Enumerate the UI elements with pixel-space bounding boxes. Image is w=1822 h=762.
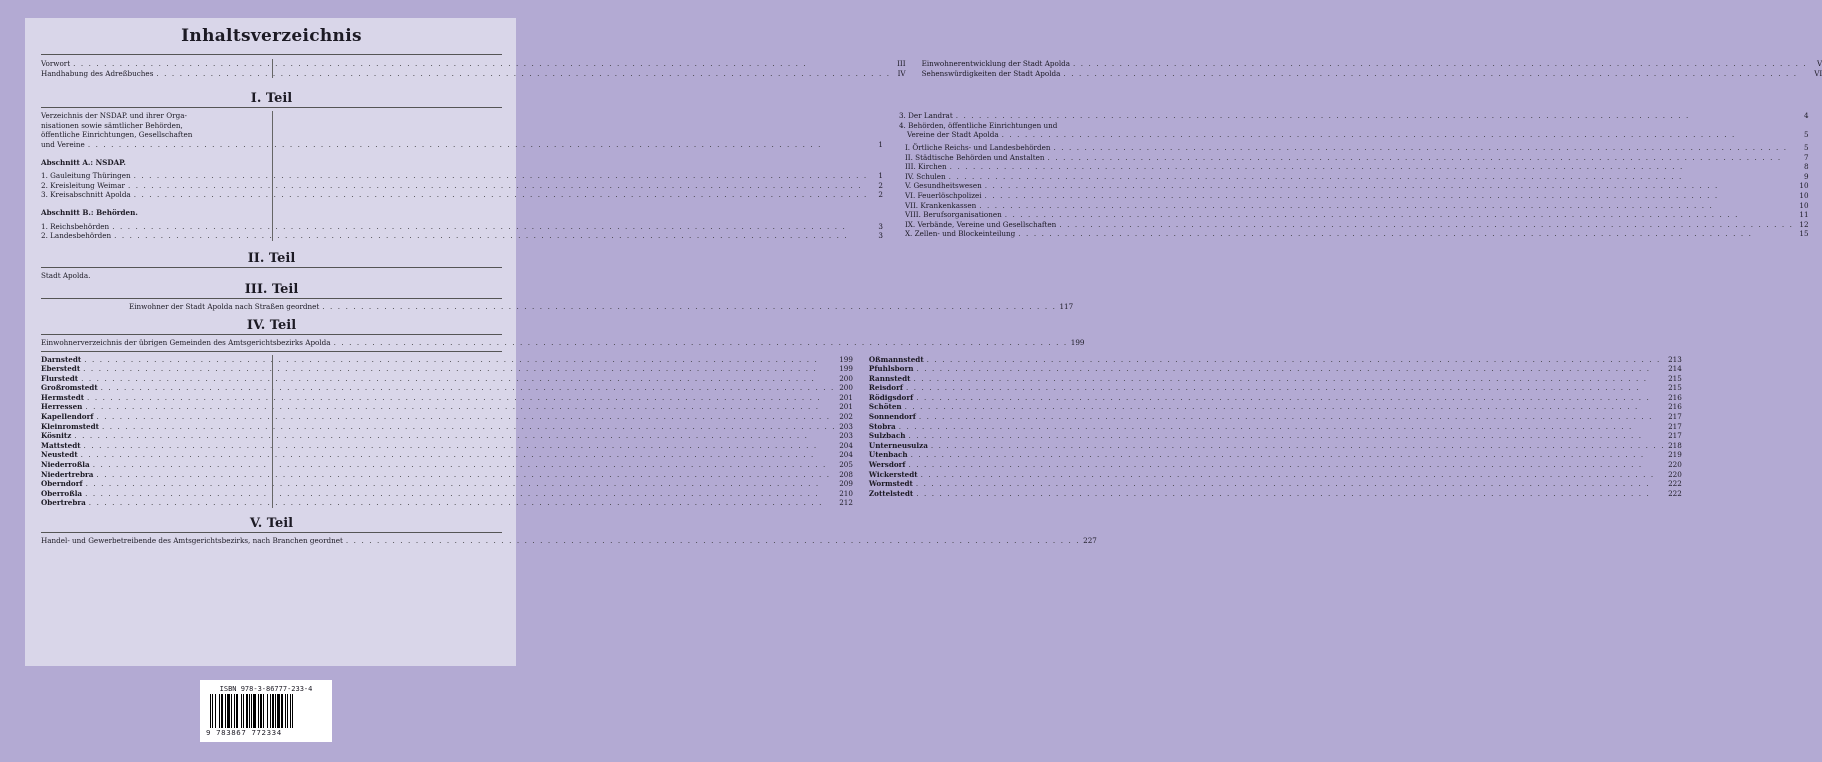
toc-entry[interactable]: Wickerstedt . . . 220 [869,470,1682,480]
barcode-bar [236,694,238,728]
toc-title: Inhaltsverzeichnis [181,26,362,46]
barcode-bars [208,694,324,728]
toc-entry[interactable]: Wersdorf . . . 220 [869,460,1682,470]
toc-entry[interactable]: Reisdorf . . . 215 [869,383,1682,393]
barcode-bar [234,694,235,728]
teil4-heading: IV. Teil [246,317,297,333]
barcode-bar [251,694,252,728]
toc-entry[interactable]: 1. Reichsbehörden . . . 3 [41,222,883,232]
isbn-label: ISBN 978-3-86777-233-4 [219,685,313,693]
intro-section [41,59,1822,78]
teil1-divider [272,111,273,241]
toc-entry[interactable]: Einwohnerentwicklung der Stadt Apolda . . . V [922,59,1822,69]
barcode-bar [225,694,226,728]
toc-entry[interactable]: VIII. Berufsorganisationen . . . 11 [899,210,1809,220]
toc-entry[interactable]: Einwohner der Stadt Apolda nach Straßen geordnet . . . 117 [41,302,502,312]
toc-entry[interactable]: Darnstedt . . . 199 [41,355,853,365]
toc-entry[interactable]: II. Städtische Behörden und Anstalten . . . 7 [899,153,1809,163]
barcode-bar [272,694,274,728]
barcode-bar [270,694,271,728]
teil1-intro-line: öffentliche Einrichtungen, Gesellschaften [41,130,193,140]
barcode-bar [287,694,288,728]
teil4-sub-rule [41,351,502,352]
toc-entry[interactable]: IX. Verbände, Vereine und Gesellschaften . . . 12 [899,220,1809,230]
isbn-barcode [200,680,332,742]
toc-entry[interactable]: 3. Der Landrat . . . 4 [899,111,1809,121]
barcode-bar [221,694,223,728]
teil3-heading: III. Teil [244,282,299,298]
toc-entry[interactable]: Rannstedt . . . 215 [869,374,1682,384]
barcode-bar [241,694,242,728]
toc-entry[interactable]: Mattstedt . . . 204 [41,441,853,451]
toc-entry[interactable]: Kapellendorf . . . 202 [41,412,853,422]
toc-entry[interactable]: Eberstedt . . . 199 [41,364,853,374]
teil4-left [41,355,861,509]
abschnitt-a-heading: Abschnitt A.: NSDAP. [41,157,126,167]
teil1-heading: I. Teil [250,91,293,107]
barcode-bar [210,694,211,728]
barcode-bar [292,694,293,728]
toc-entry[interactable]: Niedertrebra . . . 208 [41,470,853,480]
toc-entry[interactable]: Neustedt . . . 204 [41,450,853,460]
teil4-divider [272,355,273,509]
toc-entry[interactable]: Utenbach . . . 219 [869,450,1682,460]
intro-right [914,59,1822,78]
barcode-bar [219,694,220,728]
barcode-bar [263,694,264,728]
barcode-bar [246,694,248,728]
teil1-left [41,111,891,241]
barcode-bar [258,694,259,728]
barcode-bar [290,694,291,728]
toc-entry[interactable]: VII. Krankenkassen . . . 10 [899,201,1809,211]
toc-entry[interactable]: 3. Kreisabschnitt Apolda . . . 2 [41,190,883,200]
teil1-right-line: 4. Behörden, öffentliche Einrichtungen und [898,120,1058,130]
toc-entry[interactable]: Obertrebra . . . 212 [41,498,853,508]
toc-entry[interactable]: Pfuhlsborn . . . 214 [869,364,1682,374]
teil2-heading: II. Teil [247,250,296,266]
teil1-rule [41,107,502,108]
toc-entry[interactable]: Oßmannstedt . . . 213 [869,355,1682,365]
barcode-bar [231,694,232,728]
toc-entry[interactable]: 2. Kreisleitung Weimar . . . 2 [41,181,883,191]
toc-entry[interactable]: Hermstedt . . . 201 [41,393,853,403]
toc-entry[interactable]: VI. Feuerlöschpolizei . . . 10 [899,191,1809,201]
toc-entry[interactable]: Vereine der Stadt Apolda . . . 5 [899,130,1809,140]
toc-entry[interactable]: X. Zellen- und Blockeinteilung . . . 15 [899,229,1809,239]
teil3-rule [41,298,502,299]
intro-divider [272,59,273,78]
teil4-right [861,355,1682,509]
teil1-right-items [899,143,1809,239]
toc-page [25,18,1822,666]
toc-entry[interactable]: Sulzbach . . . 217 [869,431,1682,441]
toc-entry[interactable]: Unterneusulza . . . 218 [869,441,1682,451]
teil5-heading: V. Teil [249,516,294,531]
toc-entry[interactable]: 1. Gauleitung Thüringen . . . 1 [41,171,883,181]
barcode-bar [281,694,283,728]
toc-entry[interactable]: Oberroßla . . . 210 [41,489,853,499]
teil2-text: Stadt Apolda. [41,270,91,280]
teil1-right [891,111,1809,241]
toc-entry[interactable]: 2. Landesbehörden . . . 3 [41,231,883,241]
toc-entry[interactable]: Wormstedt . . . 222 [869,479,1682,489]
toc-entry[interactable]: Vorwort . . . III [41,59,906,69]
toc-entry[interactable]: Großromstedt . . . 200 [41,383,853,393]
abschnitt-b-heading: Abschnitt B.: Behörden. [41,207,138,217]
barcode-bar [212,694,213,728]
toc-entry[interactable]: Stobra . . . 217 [869,422,1682,432]
toc-entry[interactable]: Handhabung des Adreßbuches . . . IV [41,69,906,79]
teil4-section [41,354,1682,509]
barcode-bar [215,694,216,728]
teil1-intro-line: Verzeichnis der NSDAP. und ihrer Orga- [41,111,187,121]
toc-entry[interactable]: Sehenswürdigkeiten der Stadt Apolda . . . VI [922,69,1822,79]
top-rule [41,54,502,55]
intro-left [41,59,914,78]
toc-entry[interactable]: IV. Schulen . . . 9 [899,172,1809,182]
barcode-bar [249,694,250,728]
toc-entry[interactable]: Kleinromstedt . . . 203 [41,422,853,432]
toc-entry[interactable]: Flurstedt . . . 200 [41,374,853,384]
toc-entry[interactable]: Rödigsdorf . . . 216 [869,393,1682,403]
toc-entry[interactable]: Einwohnerverzeichnis der übrigen Gemeinden des Amtsgerichtsbezirks Apolda . . . 199 [41,338,502,348]
toc-entry[interactable]: I. Örtliche Reichs- und Landesbehörden . . . 5 [899,143,1809,153]
toc-entry[interactable]: Niederroßla . . . 205 [41,460,853,470]
toc-entry[interactable]: Kösnitz . . . 203 [41,431,853,441]
barcode-bar [253,694,256,728]
toc-entry[interactable]: III. Kirchen . . . 8 [899,162,1809,172]
barcode-bar [275,694,276,728]
toc-entry[interactable]: Sonnendorf . . . 217 [869,412,1682,422]
barcode-bar [277,694,280,728]
toc-entry[interactable]: und Vereine . . . 1 [41,140,883,150]
isbn-digits: 9 783867 772334 [206,728,282,737]
toc-entry[interactable]: Handel- und Gewerbetreibende des Amtsgerichtsbezirks, nach Branchen geordnet . . . 227 [41,536,502,546]
teil1-intro-line: nisationen sowie sämtlicher Behörden, [41,120,183,130]
teil1-section [41,111,1809,241]
toc-entry[interactable]: Herressen . . . 201 [41,402,853,412]
toc-entry[interactable]: Oberndorf . . . 209 [41,479,853,489]
barcode-bar [227,694,230,728]
toc-entry[interactable]: V. Gesundheitswesen . . . 10 [899,181,1809,191]
teil2-rule [41,267,502,268]
barcode-bar [267,694,268,728]
barcode-bar [285,694,286,728]
toc-entry[interactable]: Schöten . . . 216 [869,402,1682,412]
toc-entry[interactable]: Zottelstedt . . . 222 [869,489,1682,499]
barcode-bar [243,694,244,728]
barcode-bar [260,694,262,728]
teil5-rule [41,532,502,533]
teil4-rule [41,334,502,335]
